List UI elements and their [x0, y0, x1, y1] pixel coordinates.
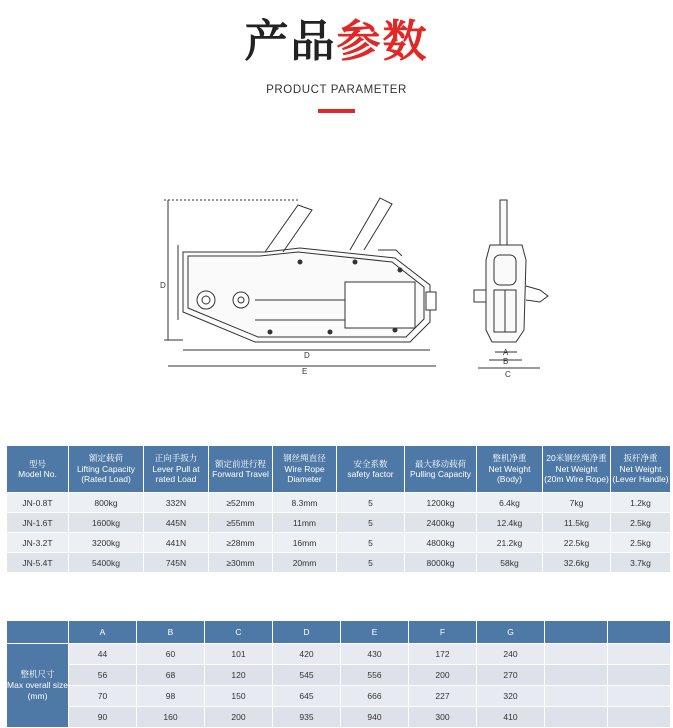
spec-cell: 11.5kg: [543, 513, 611, 533]
pin-right: [233, 292, 249, 308]
spec-header-cell: [405, 446, 477, 493]
spec-header-cell: [337, 446, 405, 493]
spec-header-line: 整机净重: [492, 453, 527, 464]
spec-cell: ≥28mm: [209, 533, 273, 553]
dims-cell: 90: [69, 707, 137, 728]
spec-cell: 12.4kg: [477, 513, 543, 533]
spec-cell: 21.2kg: [477, 533, 543, 553]
dims-header-cell: C: [205, 621, 273, 644]
spec-header-line: Net Weight: [488, 463, 531, 474]
spec-cell: JN-0.8T: [7, 493, 69, 513]
dims-cell: 240: [477, 644, 545, 665]
spec-cell: 5400kg: [69, 553, 144, 573]
spec-cell: 2400kg: [405, 513, 477, 533]
handle-left: [265, 205, 312, 252]
spec-header-line: 最大移动载荷: [414, 458, 466, 469]
spec-cell: 5: [337, 513, 405, 533]
label-b: B: [503, 357, 509, 366]
spec-header-line: rated Load: [155, 474, 197, 485]
dims-row-header-line: Max overall size: [7, 680, 68, 690]
dims-cell: 101: [205, 644, 273, 665]
dims-cell: 410: [477, 707, 545, 728]
dims-cell: 44: [69, 644, 137, 665]
inner-plate: [345, 282, 415, 328]
dims-header-cell: D: [273, 621, 341, 644]
dims-row-header-line: (mm): [27, 691, 48, 701]
spec-header-line: 型号: [28, 458, 46, 469]
spec-header-line: 安全系数: [353, 458, 388, 469]
spec-header-line: Wire Rope: [284, 463, 325, 474]
spec-header-cell: [543, 446, 611, 493]
spec-cell: 1600kg: [69, 513, 144, 533]
dims-cell: 160: [137, 707, 205, 728]
spec-cell: 22.5kg: [543, 533, 611, 553]
spec-header-line: Pulling Capacity: [410, 469, 471, 479]
spec-header-line: Lever Pull at: [152, 463, 200, 474]
spec-cell: 8000kg: [405, 553, 477, 573]
spec-cell: 745N: [144, 553, 209, 573]
spec-cell: 3200kg: [69, 533, 144, 553]
spec-header-cell: [7, 446, 69, 493]
dims-cell: 227: [409, 686, 477, 707]
dims-row: [7, 665, 671, 686]
dims-header-corner: [7, 621, 69, 644]
spec-header-cell: [273, 446, 337, 493]
label-a: A: [503, 348, 509, 357]
dims-cell: 68: [137, 665, 205, 686]
spec-header-line: safety factor: [347, 469, 394, 479]
dims-empty-cell: [608, 707, 671, 728]
spec-header-line: 额定前进行程: [214, 458, 266, 469]
spec-cell: JN-1.6T: [7, 513, 69, 533]
spec-cell: 1.2kg: [611, 493, 671, 513]
title-underline: [318, 109, 355, 113]
spec-cell: 4800kg: [405, 533, 477, 553]
dims-cell: 200: [409, 665, 477, 686]
pin-left: [197, 291, 215, 309]
dims-row: [7, 644, 671, 665]
spec-header-line: 钢丝绳直径: [283, 453, 326, 464]
spec-cell: 5: [337, 533, 405, 553]
spec-header-cell: [144, 446, 209, 493]
spec-header-line: (Body): [496, 474, 523, 485]
dims-table: [6, 620, 671, 728]
spec-cell: 5: [337, 553, 405, 573]
spec-cell: 16mm: [273, 533, 337, 553]
title-part1: 产品: [244, 16, 337, 67]
spec-cell: 11mm: [273, 513, 337, 533]
label-d-vertical: D: [160, 281, 166, 290]
label-d: D: [304, 351, 310, 360]
label-e: E: [302, 367, 308, 376]
dims-cell: 645: [273, 686, 341, 707]
spec-table: [6, 445, 671, 573]
spec-header-line: (Rated Load): [81, 474, 131, 485]
dims-cell: 666: [341, 686, 409, 707]
spec-cell: 332N: [144, 493, 209, 513]
dims-cell: 430: [341, 644, 409, 665]
spec-cell: 8.3mm: [273, 493, 337, 513]
dims-cell: 172: [409, 644, 477, 665]
label-c: C: [505, 370, 511, 379]
dims-cell: 320: [477, 686, 545, 707]
handle-right: [350, 198, 392, 250]
spec-cell: 58kg: [477, 553, 543, 573]
spec-cell: 800kg: [69, 493, 144, 513]
spec-row: [7, 553, 671, 573]
dims-cell: 56: [69, 665, 137, 686]
spec-cell: ≥52mm: [209, 493, 273, 513]
dims-header-cell: B: [137, 621, 205, 644]
dims-cell: 60: [137, 644, 205, 665]
dims-cell: 556: [341, 665, 409, 686]
spec-table-header: [7, 446, 671, 493]
dims-empty-cell: [608, 686, 671, 707]
spec-header-line: 扳杆净重: [623, 453, 658, 464]
dims-row: [7, 686, 671, 707]
spec-header-line: Lifting Capacity: [76, 463, 136, 474]
spec-header-line: Net Weight: [619, 463, 662, 474]
dims-cell: 935: [273, 707, 341, 728]
dims-row: [7, 707, 671, 728]
spec-cell: 1200kg: [405, 493, 477, 513]
spec-cell: JN-3.2T: [7, 533, 69, 553]
spec-cell: JN-5.4T: [7, 553, 69, 573]
spec-header-line: Net Weight: [555, 463, 598, 474]
dims-header-cell: A: [69, 621, 137, 644]
spec-cell: 20mm: [273, 553, 337, 573]
spec-cell: ≥55mm: [209, 513, 273, 533]
spec-cell: 2.5kg: [611, 513, 671, 533]
dims-cell: 270: [477, 665, 545, 686]
spec-header-line: (20m Wire Rope): [544, 474, 609, 485]
spec-cell: 445N: [144, 513, 209, 533]
spec-row: [7, 513, 671, 533]
dims-cell: 120: [205, 665, 273, 686]
spec-cell: 32.6kg: [543, 553, 611, 573]
spec-header-row: [7, 446, 671, 493]
dims-empty-cell: [545, 665, 608, 686]
spec-cell: 3.7kg: [611, 553, 671, 573]
dims-header-cell: E: [341, 621, 409, 644]
spec-header-line: Diameter: [287, 474, 322, 485]
dims-empty-cell: [608, 665, 671, 686]
dims-header-cell: F: [409, 621, 477, 644]
spec-header-cell: [69, 446, 144, 493]
dims-cell: 200: [205, 707, 273, 728]
dims-empty-cell: [608, 644, 671, 665]
front-view-body: [486, 245, 526, 342]
spec-cell: 6.4kg: [477, 493, 543, 513]
dims-row-header-line: 整机尺寸: [20, 669, 55, 679]
spec-cell: 7kg: [543, 493, 611, 513]
dims-table-body: [7, 621, 671, 728]
page-title: [0, 14, 673, 70]
spec-cell: 2.5kg: [611, 533, 671, 553]
spec-header-line: (Lever Handle): [612, 474, 669, 485]
dims-cell: 300: [409, 707, 477, 728]
dims-empty-cell: [545, 707, 608, 728]
dims-cell: 70: [69, 686, 137, 707]
dims-header-cell: G: [477, 621, 545, 644]
technical-drawing: [0, 180, 673, 385]
dims-cell: 940: [341, 707, 409, 728]
dims-header-empty: [608, 621, 671, 644]
spec-cell: ≥30mm: [209, 553, 273, 573]
spec-cell: 441N: [144, 533, 209, 553]
spec-header-line: 20米钢丝绳净重: [546, 453, 607, 464]
page-subtitle: PRODUCT PARAMETER: [266, 84, 407, 96]
spec-header-cell: [209, 446, 273, 493]
dims-cell: 545: [273, 665, 341, 686]
spec-header-line: Forward Travel: [212, 469, 269, 479]
spec-header-line: 正向手扳力: [154, 453, 198, 464]
dims-empty-cell: [545, 686, 608, 707]
title-part2: 参数: [336, 16, 429, 67]
dims-cell: 98: [137, 686, 205, 707]
spec-header-cell: [611, 446, 671, 493]
dims-cell: 150: [205, 686, 273, 707]
dims-cell: 420: [273, 644, 341, 665]
spec-row: [7, 493, 671, 513]
spec-header-line: 额定载荷: [88, 453, 123, 464]
dims-header-empty: [545, 621, 608, 644]
spec-cell: 5: [337, 493, 405, 513]
dims-row-header: [7, 644, 69, 728]
spec-header-cell: [477, 446, 543, 493]
front-view-bar: [500, 200, 507, 245]
spec-row: [7, 533, 671, 553]
dims-header-row: [7, 621, 671, 644]
spec-header-line: Model No.: [18, 469, 57, 479]
spec-table-body: [7, 493, 671, 573]
dims-empty-cell: [545, 644, 608, 665]
